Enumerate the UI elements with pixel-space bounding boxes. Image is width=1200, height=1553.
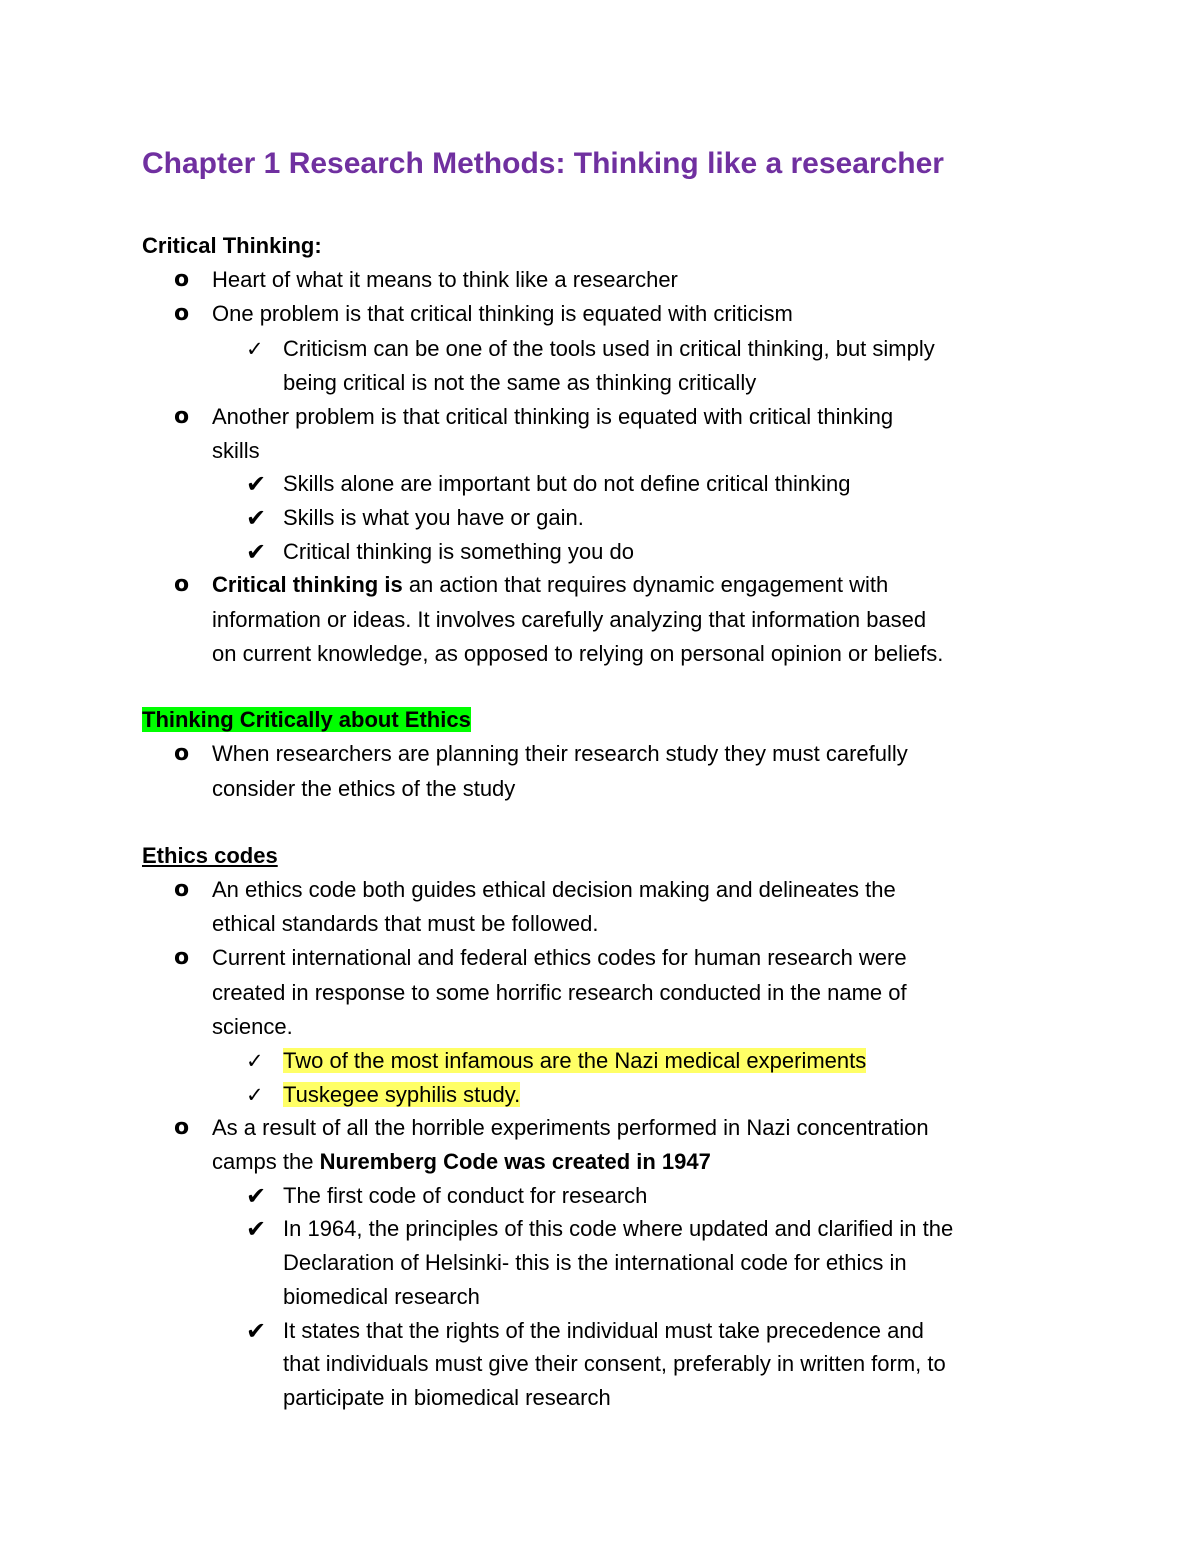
highlighted-text: Tuskegee syphilis study. (283, 1082, 521, 1107)
circle-bullet-icon: o (174, 404, 190, 429)
sub-list-item-continued: Declaration of Helsinki- this is the international code for ethics in (283, 1250, 907, 1275)
list-item: One problem is that critical thinking is equated with criticism (212, 301, 793, 326)
section-heading-ethics-codes: Ethics codes (142, 843, 278, 868)
sub-list-item (283, 1044, 866, 1078)
heavy-checkmark-icon: ✔ (246, 1182, 267, 1210)
checkmark-icon: ✓ (246, 1083, 264, 1107)
definition-text: an action that requires dynamic engagement with (402, 572, 889, 597)
list-item-continued: consider the ethics of the study (212, 776, 516, 801)
sub-list-item: The first code of conduct for research (283, 1183, 648, 1208)
sub-list-item: In 1964, the principles of this code where updated and clarified in the (283, 1216, 954, 1241)
list-item: Current international and federal ethics codes for human research were (212, 945, 907, 970)
list-item-continued: science. (212, 1014, 293, 1039)
list-item-continued (212, 1145, 711, 1179)
heavy-checkmark-icon: ✔ (246, 504, 267, 532)
heavy-checkmark-icon: ✔ (246, 1317, 267, 1345)
list-item: An ethics code both guides ethical decision making and delineates the (212, 877, 896, 902)
sub-list-item-continued: participate in biomedical research (283, 1385, 611, 1410)
list-item-continued: skills (212, 438, 260, 463)
page-title: Chapter 1 Research Methods: Thinking like a researcher (142, 147, 944, 180)
circle-bullet-icon: o (174, 267, 190, 292)
sub-list-item-continued: that individuals must give their consent, preferably in written form, to (283, 1351, 946, 1376)
list-item-continued: created in response to some horrific research conducted in the name of (212, 980, 907, 1005)
list-item: Another problem is that critical thinking is equated with critical thinking (212, 404, 894, 429)
definition-term: Critical thinking is (212, 572, 403, 597)
sub-list-item: Criticism can be one of the tools used in critical thinking, but simply (283, 336, 935, 361)
checkmark-icon: ✓ (246, 337, 264, 361)
sub-list-item: Skills is what you have or gain. (283, 505, 584, 530)
heavy-checkmark-icon: ✔ (246, 470, 267, 498)
sub-list-item: It states that the rights of the individual must take precedence and (283, 1318, 924, 1343)
sub-list-item-continued: biomedical research (283, 1284, 480, 1309)
list-item-continued: ethical standards that must be followed. (212, 911, 599, 936)
list-item-continued: on current knowledge, as opposed to relying on personal opinion or beliefs. (212, 641, 944, 666)
highlighted-text: Two of the most infamous are the Nazi medical experiments (283, 1048, 867, 1073)
list-item: As a result of all the horrible experiments performed in Nazi concentration (212, 1115, 929, 1140)
circle-bullet-icon: o (174, 877, 190, 902)
circle-bullet-icon: o (174, 1115, 190, 1140)
list-item: When researchers are planning their research study they must carefully (212, 741, 908, 766)
heavy-checkmark-icon: ✔ (246, 1215, 267, 1243)
checkmark-icon: ✓ (246, 1049, 264, 1073)
circle-bullet-icon: o (174, 945, 190, 970)
sub-list-item-continued: being critical is not the same as thinking critically (283, 370, 757, 395)
list-item-continued: information or ideas. It involves carefully analyzing that information based (212, 607, 927, 632)
section-heading-critical-thinking: Critical Thinking: (142, 233, 322, 258)
heavy-checkmark-icon: ✔ (246, 538, 267, 566)
sub-list-item: Critical thinking is something you do (283, 539, 634, 564)
bold-text: Nuremberg Code was created in 1947 (319, 1149, 711, 1174)
list-item: Heart of what it means to think like a researcher (212, 267, 678, 292)
circle-bullet-icon: o (174, 301, 190, 326)
list-item (212, 568, 888, 602)
sub-list-item (283, 1078, 520, 1112)
circle-bullet-icon: o (174, 572, 190, 597)
plain-text: camps the (212, 1149, 320, 1174)
highlighted-heading: Thinking Critically about Ethics (142, 707, 471, 732)
sub-list-item: Skills alone are important but do not define critical thinking (283, 471, 851, 496)
circle-bullet-icon: o (174, 741, 190, 766)
section-heading-ethics (142, 703, 471, 737)
